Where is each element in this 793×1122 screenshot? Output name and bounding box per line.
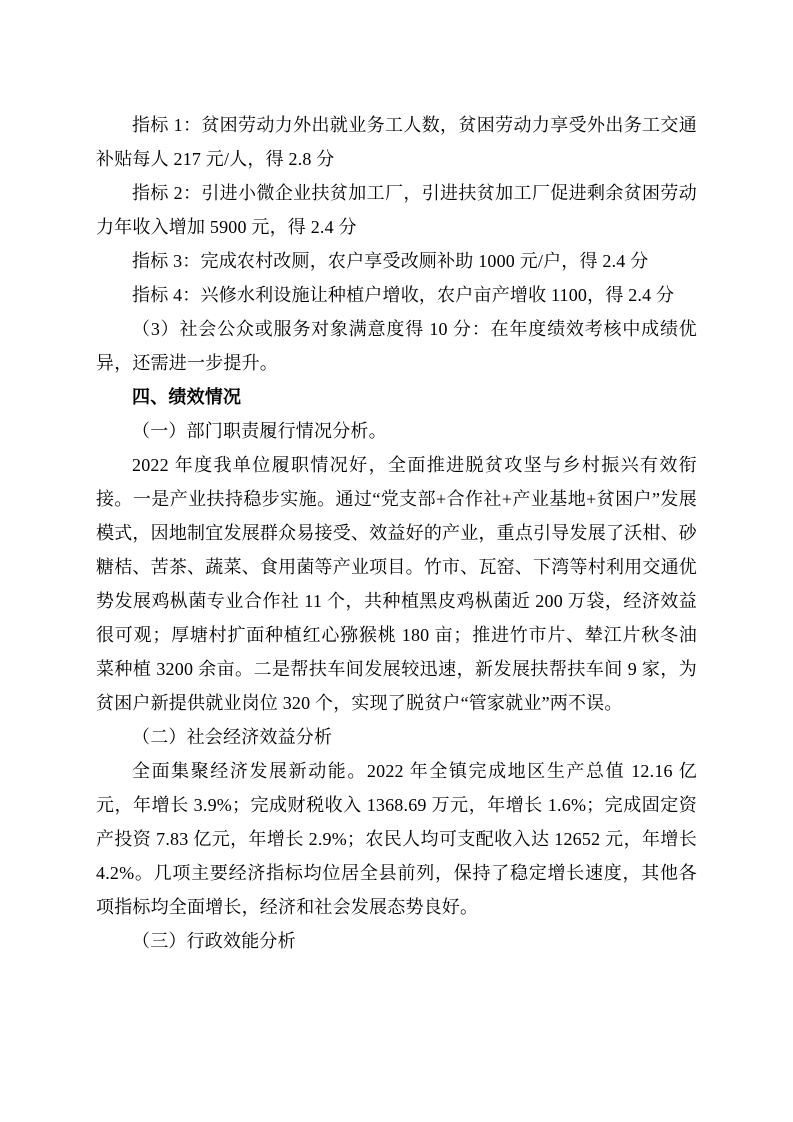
paragraph-subsection-2-title: （二）社会经济效益分析	[132, 727, 333, 747]
paragraph-indicator-2: 指标 2：引进小微企业扶贫加工厂，引进扶贫加工厂促进剩余贫困劳动力年收入增加 5900 元，得 2.4 分	[96, 183, 697, 237]
paragraph-indicator-3: 指标 3：完成农村改厕，农户享受改厕补助 1000 元/户，得 2.4 分	[132, 251, 649, 271]
section-heading-performance: 四、绩效情况	[132, 387, 242, 407]
document-body	[96, 108, 697, 958]
paragraph-indicator-1: 指标 1：贫困劳动力外出就业务工人数，贫困劳动力享受外出务工交通补贴每人 217 元/人，得 2.8 分	[96, 115, 697, 169]
paragraph-satisfaction: （3）社会公众或服务对象满意度得 10 分：在年度绩效考核中成绩优异，还需进一步提升。	[96, 319, 697, 373]
paragraph-duty-analysis: 2022 年度我单位履职情况好，全面推进脱贫攻坚与乡村振兴有效衔接。一是产业扶持稳步实施。通过“党支部+合作社+产业基地+贫困户”发展模式，因地制宜发展群众易接受、效益好的产业，重点引导发展了沃柑、砂糖桔、苦茶、蔬菜、食用菌等产业项目。竹市、瓦窑、下湾等村利用交通优势发展鸡枞菌专业合作社 11 个，共种植黑皮鸡枞菌近 200 万袋，经济效益很可观；厚塘村扩面种植红心猕猴桃 180 亩；推进竹市片、辇江片秋冬油菜种植 3200 余亩。二是帮扶车间发展较迅速，新发展扶帮扶车间 9 家，为贫困户新提供就业岗位 320 个，实现了脱贫户“管家就业”两不误。	[96, 455, 697, 713]
paragraph-subsection-1-title: （一）部门职责履行情况分析。	[132, 421, 387, 441]
paragraph-subsection-3-title: （三）行政效能分析	[132, 931, 296, 951]
paragraph-indicator-4: 指标 4：兴修水利设施让种植户增收，农户亩产增收 1100，得 2.4 分	[132, 285, 675, 305]
paragraph-economic-analysis: 全面集聚经济发展新动能。2022 年全镇完成地区生产总值 12.16 亿元，年增长 3.9%；完成财税收入 1368.69 万元，年增长 1.6%；完成固定资产投资 7.83 亿元，年增长 2.9%；农民人均可支配收入达 12652 元，年增长 4.2%。几项主要经济指标均位居全县前列，保持了稳定增长速度，其他各项指标均全面增长，经济和社会发展态势良好。	[96, 761, 697, 917]
